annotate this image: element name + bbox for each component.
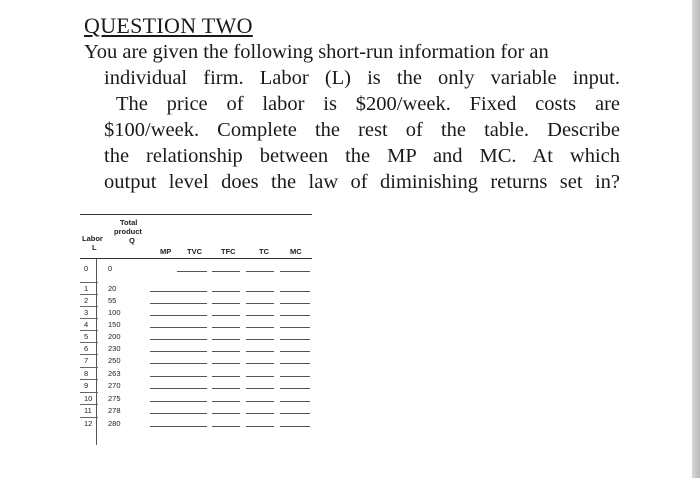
answer-blank (150, 376, 178, 377)
answer-blank (150, 413, 178, 414)
answer-blank (150, 327, 178, 328)
answer-blank (280, 363, 310, 364)
answer-blank (212, 426, 240, 427)
labor-value: 7 (84, 356, 89, 365)
labor-value: 3 (84, 308, 89, 317)
total-product-value: 150 (108, 320, 121, 329)
answer-blank (212, 315, 240, 316)
row-rule (80, 354, 98, 355)
answer-blank (212, 339, 240, 340)
question-line: The price of labor is $200/week. Fixed costs are (116, 93, 620, 115)
row-rule (80, 404, 98, 405)
row-rule (80, 330, 98, 331)
answer-blank (246, 388, 274, 389)
answer-blank (150, 388, 178, 389)
answer-blank (246, 426, 274, 427)
answer-blank (280, 401, 310, 402)
answer-blank (280, 327, 310, 328)
row-rule (80, 306, 98, 307)
question-line: individual firm. Labor (L) is the only variable input. (104, 67, 620, 89)
answer-blank (212, 363, 240, 364)
row-rule (80, 379, 98, 380)
answer-blank (280, 376, 310, 377)
answer-blank (150, 315, 178, 316)
answer-blank (246, 271, 274, 272)
answer-blank (246, 376, 274, 377)
answer-blank (150, 426, 178, 427)
labor-value: 4 (84, 320, 89, 329)
answer-blank (150, 339, 178, 340)
table-top-rule (80, 214, 312, 215)
header-total: Total (120, 218, 138, 227)
header-q-symbol: Q (129, 236, 135, 245)
answer-blank (177, 291, 207, 292)
total-product-value: 278 (108, 406, 121, 415)
answer-blank (212, 401, 240, 402)
question-title: QUESTION TWO (84, 13, 253, 38)
answer-blank (246, 339, 274, 340)
answer-blank (150, 363, 178, 364)
labor-value: 0 (84, 264, 89, 273)
total-product-value: 200 (108, 332, 121, 341)
header-labor: Labor (82, 234, 103, 243)
answer-blank (246, 327, 274, 328)
total-product-value: 0 (108, 264, 113, 273)
answer-blank (246, 291, 274, 292)
question-line: output level does the law of diminishing returns set in? (104, 171, 620, 193)
answer-blank (246, 363, 274, 364)
answer-blank (177, 388, 207, 389)
header-tc: TC (259, 247, 269, 256)
header-tfc: TFC (221, 247, 236, 256)
answer-blank (246, 351, 274, 352)
answer-blank (246, 401, 274, 402)
row-rule (80, 417, 98, 418)
labor-value: 8 (84, 369, 89, 378)
answer-blank (212, 413, 240, 414)
question-line: You are given the following short-run information for an (84, 41, 549, 63)
table-header-rule (80, 258, 312, 259)
labor-value: 2 (84, 296, 89, 305)
answer-blank (246, 303, 274, 304)
total-product-value: 100 (108, 308, 121, 317)
answer-blank (150, 401, 178, 402)
total-product-value: 250 (108, 356, 121, 365)
header-l-symbol: L (92, 243, 97, 252)
header-tvc: TVC (187, 247, 202, 256)
answer-blank (177, 376, 207, 377)
answer-blank (212, 351, 240, 352)
answer-blank (280, 413, 310, 414)
answer-blank (177, 339, 207, 340)
answer-blank (212, 291, 240, 292)
row-rule (80, 342, 98, 343)
total-product-value: 275 (108, 394, 121, 403)
total-product-value: 230 (108, 344, 121, 353)
header-mp: MP (160, 247, 172, 256)
question-line: $100/week. Complete the rest of the table. Describe (104, 119, 620, 141)
answer-blank (212, 271, 240, 272)
row-rule (80, 282, 98, 283)
total-product-value: 270 (108, 381, 121, 390)
answer-blank (177, 426, 207, 427)
question-line: the relationship between the MP and MC. At which (104, 145, 620, 167)
answer-blank (280, 339, 310, 340)
labor-value: 1 (84, 284, 89, 293)
answer-blank (177, 315, 207, 316)
answer-blank (177, 327, 207, 328)
labor-value: 11 (84, 406, 92, 415)
total-product-value: 20 (108, 284, 117, 293)
total-product-value: 263 (108, 369, 121, 378)
labor-value: 5 (84, 332, 89, 341)
answer-blank (212, 376, 240, 377)
answer-blank (280, 291, 310, 292)
answer-blank (280, 426, 310, 427)
answer-blank (150, 291, 178, 292)
labor-value: 6 (84, 344, 89, 353)
row-rule (80, 318, 98, 319)
row-rule (80, 367, 98, 368)
answer-blank (280, 315, 310, 316)
header-product: product (114, 227, 142, 236)
answer-blank (177, 271, 207, 272)
answer-blank (212, 303, 240, 304)
total-product-value: 55 (108, 296, 117, 305)
answer-blank (280, 303, 310, 304)
answer-blank (246, 315, 274, 316)
total-product-value: 280 (108, 419, 121, 428)
answer-blank (212, 388, 240, 389)
labor-value: 12 (84, 419, 93, 428)
answer-blank (246, 413, 274, 414)
header-mc: MC (290, 247, 302, 256)
answer-blank (150, 303, 178, 304)
labor-value: 10 (84, 394, 93, 403)
answer-blank (177, 401, 207, 402)
row-rule (80, 392, 98, 393)
labor-value: 9 (84, 381, 89, 390)
answer-blank (212, 327, 240, 328)
answer-blank (280, 351, 310, 352)
row-rule (80, 294, 98, 295)
answer-blank (177, 351, 207, 352)
answer-blank (177, 303, 207, 304)
answer-blank (177, 413, 207, 414)
answer-blank (150, 351, 178, 352)
answer-blank (177, 363, 207, 364)
answer-blank (280, 271, 310, 272)
answer-blank (280, 388, 310, 389)
